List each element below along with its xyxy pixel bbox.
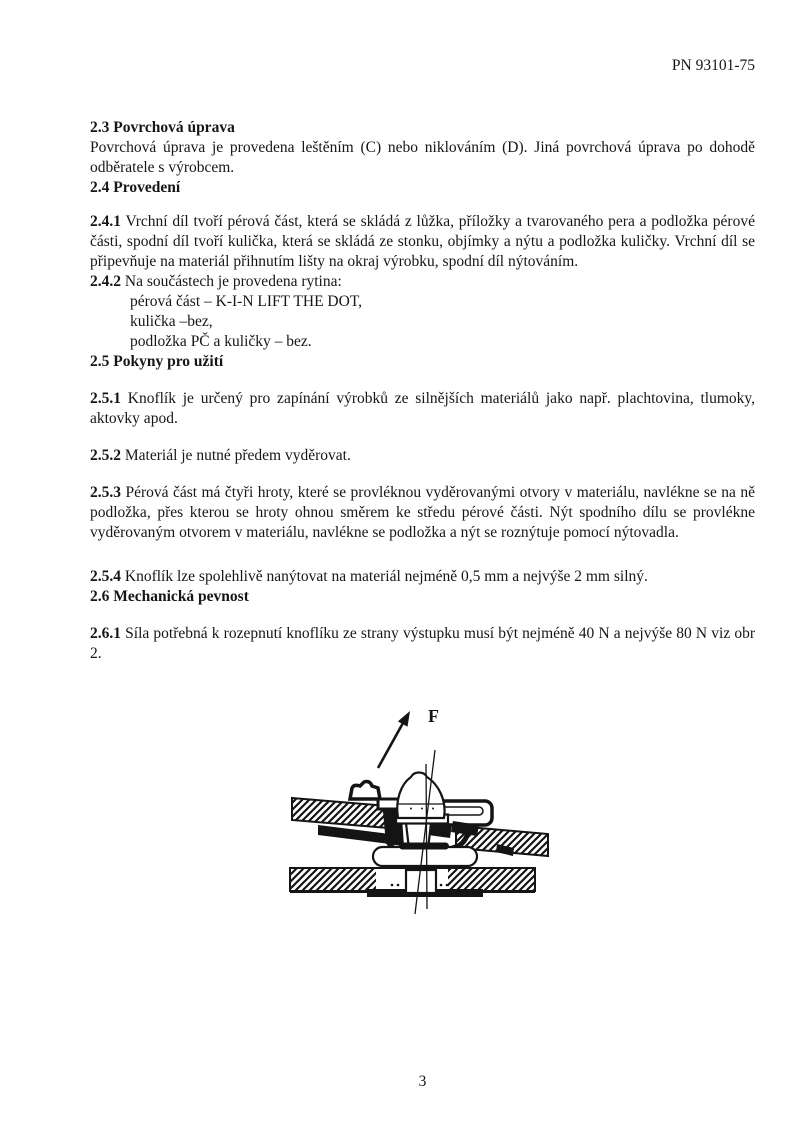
snap-fastener-cross-section-drawing	[270, 678, 570, 933]
paragraph-2-5-1	[90, 389, 755, 429]
clause-number-2-5-4: 2.5.4	[90, 568, 121, 585]
clause-number-2-5-3: 2.5.3	[90, 484, 121, 501]
paragraph-2-4-1	[90, 212, 755, 272]
section-2-3-heading: 2.3 Povrchová úprava	[90, 119, 235, 136]
clause-number-2-6-1: 2.6.1	[90, 625, 121, 642]
ball-washer	[373, 843, 477, 867]
clause-number-2-4-1: 2.4.1	[90, 213, 121, 230]
section-2-4	[90, 178, 755, 352]
force-label: F	[428, 706, 439, 726]
page-number: 3	[418, 1073, 427, 1090]
paragraph-2-5-4	[90, 567, 755, 587]
paragraph-2-5-2	[90, 446, 755, 466]
section-2-6-heading: 2.6 Mechanická pevnost	[90, 588, 249, 605]
engraving-list	[90, 292, 755, 352]
paragraph-2-5-3	[90, 483, 755, 543]
figure-obr-2	[270, 678, 755, 939]
engraving-item-spring-part: pérová část – K-I-N LIFT THE DOT,	[130, 293, 363, 310]
section-2-3	[90, 118, 755, 178]
engraving-item-washers: podložka PČ a kuličky – bez.	[130, 333, 312, 350]
header	[90, 56, 755, 76]
force-arrow	[378, 711, 410, 768]
clause-text-2-6-1: Síla potřebná k rozepnutí knoflíku ze strany výstupku musí být nejméně 40 N a nejvýše 80 N viz obr 2.	[90, 625, 756, 662]
clause-number-2-5-1: 2.5.1	[90, 390, 121, 407]
section-2-4-heading: 2.4 Provedení	[90, 179, 181, 196]
clause-text-2-5-2: Materiál je nutné předem vyděrovat.	[124, 447, 351, 464]
clause-text-2-5-3: Pérová část má čtyři hroty, které se provléknou vyděrovanými otvory v materiálu, navlékne se na ně podložka, přes kterou se hroty ohnou směrem ke středu pérové části. Nýt spodního dílu se provlékne vyděrovaným otvorem v materiálu, navlékne se podložka a nýt se roznýtuje pomocí nýtovadla.	[90, 484, 755, 541]
stud-dome	[396, 773, 448, 824]
clause-text-2-4-1: Vrchní díl tvoří pérová část, která se skládá z lůžka, příložky a tvarovaného pera a podložka pérové části, spodní díl tvoří kulička, která se skládá ze stonku, objímky a nýtu a podložka kuličky. Vrchní díl se připevňuje na materiál přihnutím lišty na okraj výrobku, spodní díl nýtováním.	[90, 213, 755, 270]
section-2-5-heading: 2.5 Pokyny pro užití	[90, 353, 224, 370]
clause-text-2-5-1: Knoflík je určený pro zapínání výrobků ze silnějších materiálů jako např. plachtovina, tlumoky, aktovky apod.	[90, 390, 755, 427]
clause-text-2-4-2: Na součástech je provedena rytina:	[124, 273, 342, 290]
section-2-6	[90, 587, 755, 664]
clause-number-2-4-2: 2.4.2	[90, 273, 121, 290]
paragraph-2-6-1	[90, 624, 755, 664]
engraving-item-ball: kulička –bez,	[130, 313, 213, 330]
section-2-3-paragraph: Povrchová úprava je provedena leštěním (C) nebo niklováním (D). Jiná povrchová úprava po dohodě odběratele s výrobcem.	[90, 139, 755, 176]
paragraph-2-4-2	[90, 272, 755, 292]
doc-number: PN 93101-75	[671, 57, 755, 74]
section-2-5	[90, 352, 755, 587]
clause-number-2-5-2: 2.5.2	[90, 447, 121, 464]
clause-text-2-5-4: Knoflík lze spolehlivě nanýtovat na materiál nejméně 0,5 mm a nejvýše 2 mm silný.	[124, 568, 648, 585]
